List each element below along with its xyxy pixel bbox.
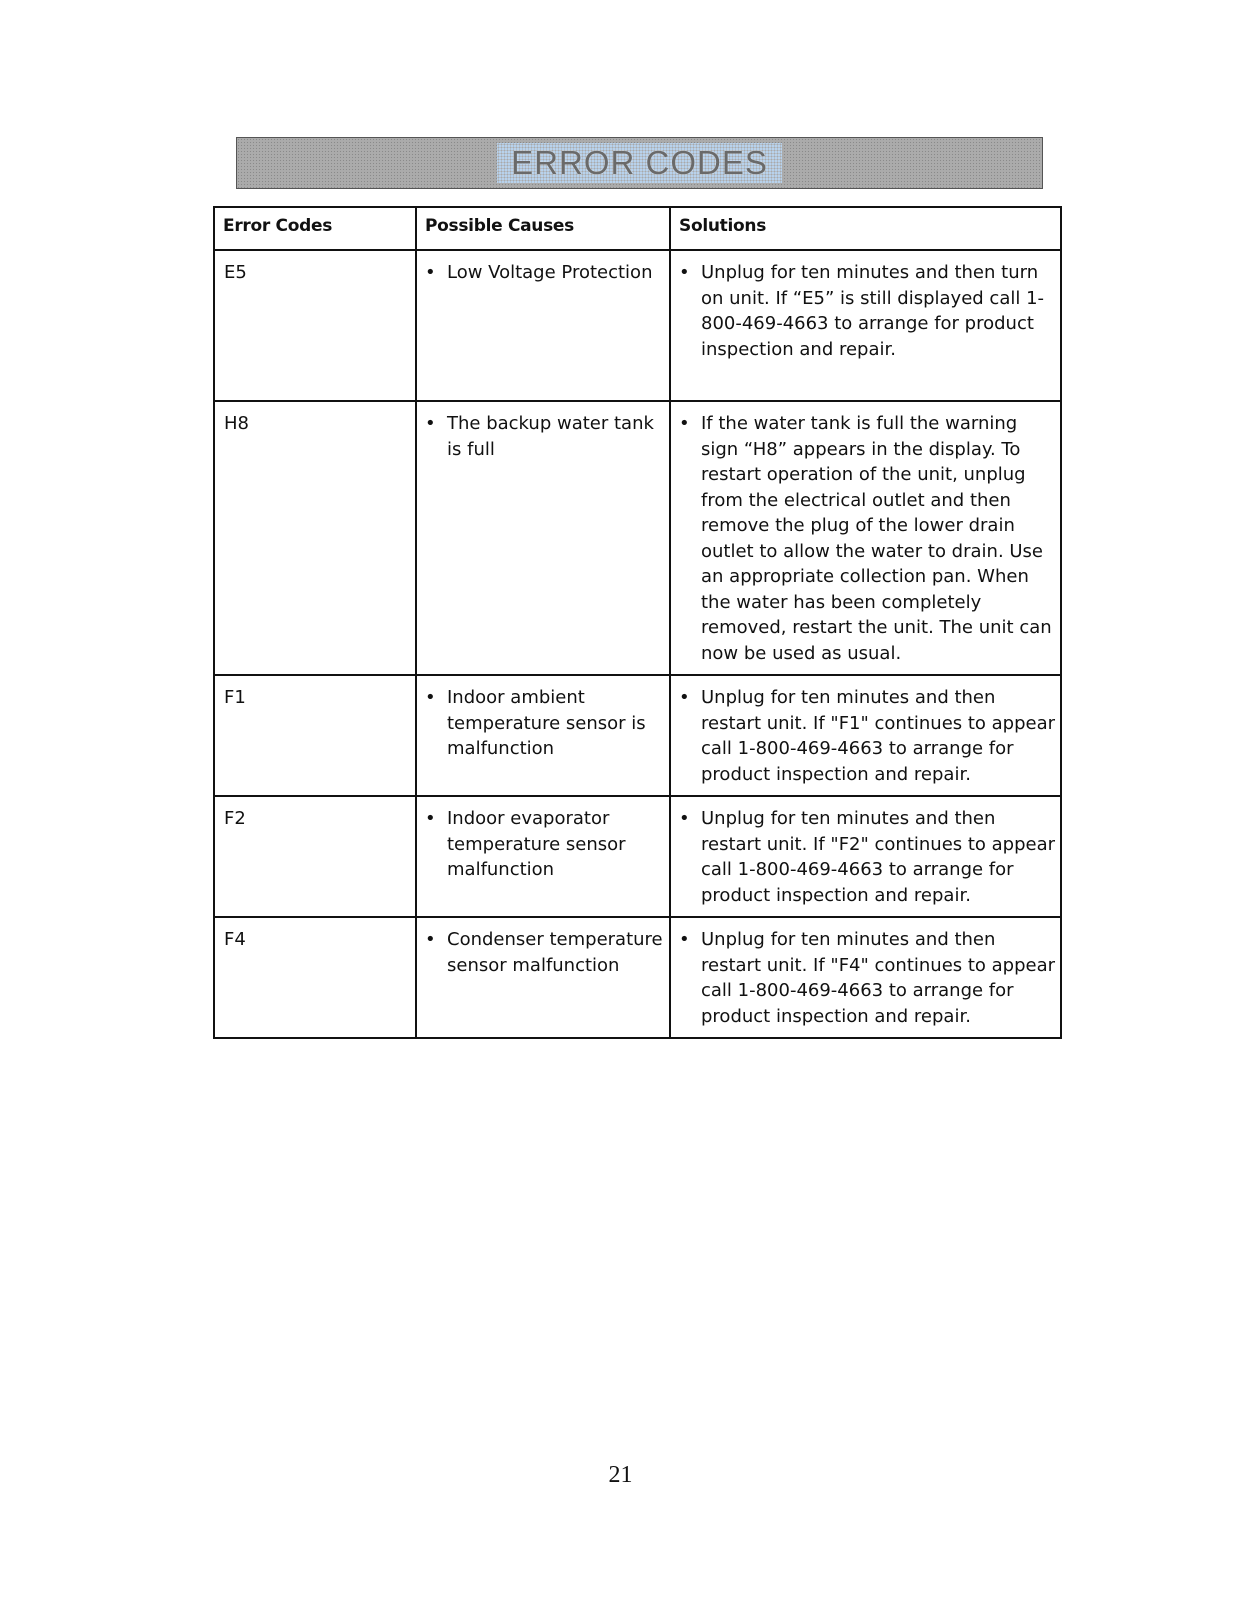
header-possible-causes: Possible Causes xyxy=(416,207,670,250)
bullet-icon: • xyxy=(425,687,436,708)
table-row xyxy=(214,796,1061,917)
solution-cell xyxy=(670,675,1061,796)
solution-text: Unplug for ten minutes and then restart unit. If "F1" continues to appear call 1-800-469-4663 to arrange for product inspection and repair. xyxy=(701,687,1056,785)
table-row xyxy=(214,250,1061,401)
table-row xyxy=(214,401,1061,675)
error-codes-table xyxy=(213,206,1062,1039)
solution-cell xyxy=(670,917,1061,1038)
bullet-icon: • xyxy=(425,808,436,829)
table-row xyxy=(214,917,1061,1038)
table-row xyxy=(214,675,1061,796)
cause-cell xyxy=(416,917,670,1038)
solution-cell xyxy=(670,796,1061,917)
bullet-icon: • xyxy=(679,808,690,829)
bullet-icon: • xyxy=(425,262,436,283)
solution-text: If the water tank is full the warning sign “H8” appears in the display. To restart operation of the unit, unplug from the electrical outlet and then remove the plug of the lower drain outlet to allow the water to drain. Use an appropriate collection pan. When the water has been completely removed, restart the unit. The unit can now be used as usual. xyxy=(701,413,1052,664)
bullet-icon: • xyxy=(679,929,690,950)
solution-cell xyxy=(670,250,1061,401)
cause-cell xyxy=(416,796,670,917)
cause-text: Indoor evaporator temperature sensor malfunction xyxy=(447,808,626,880)
bullet-icon: • xyxy=(679,413,690,434)
cause-text: Condenser temperature sensor malfunction xyxy=(447,929,663,976)
cause-text: The backup water tank is full xyxy=(447,413,654,460)
solution-text: Unplug for ten minutes and then restart unit. If "F4" continues to appear call 1-800-469-4663 to arrange for product inspection and repair. xyxy=(701,929,1056,1027)
cause-text: Indoor ambient temperature sensor is malfunction xyxy=(447,687,646,759)
section-banner xyxy=(236,137,1043,189)
error-code-cell: F1 xyxy=(214,675,416,796)
solution-text: Unplug for ten minutes and then turn on unit. If “E5” is still displayed call 1-800-469-4663 to arrange for product inspection and repair. xyxy=(701,262,1045,360)
error-code-cell: H8 xyxy=(214,401,416,675)
bullet-icon: • xyxy=(425,929,436,950)
bullet-icon: • xyxy=(679,262,690,283)
cause-cell xyxy=(416,250,670,401)
cause-text: Low Voltage Protection xyxy=(447,262,653,283)
cause-cell xyxy=(416,401,670,675)
bullet-icon: • xyxy=(425,413,436,434)
solution-text: Unplug for ten minutes and then restart unit. If "F2" continues to appear call 1-800-469-4663 to arrange for product inspection and repair. xyxy=(701,808,1056,906)
header-solutions: Solutions xyxy=(670,207,1061,250)
header-error-codes: Error Codes xyxy=(214,207,416,250)
error-code-cell: F2 xyxy=(214,796,416,917)
cause-cell xyxy=(416,675,670,796)
page-number: 21 xyxy=(608,1462,633,1488)
table-header-row xyxy=(214,207,1061,250)
error-code-cell: F4 xyxy=(214,917,416,1038)
solution-cell xyxy=(670,401,1061,675)
error-code-cell: E5 xyxy=(214,250,416,401)
bullet-icon: • xyxy=(679,687,690,708)
section-title: ERROR CODES xyxy=(497,143,782,183)
